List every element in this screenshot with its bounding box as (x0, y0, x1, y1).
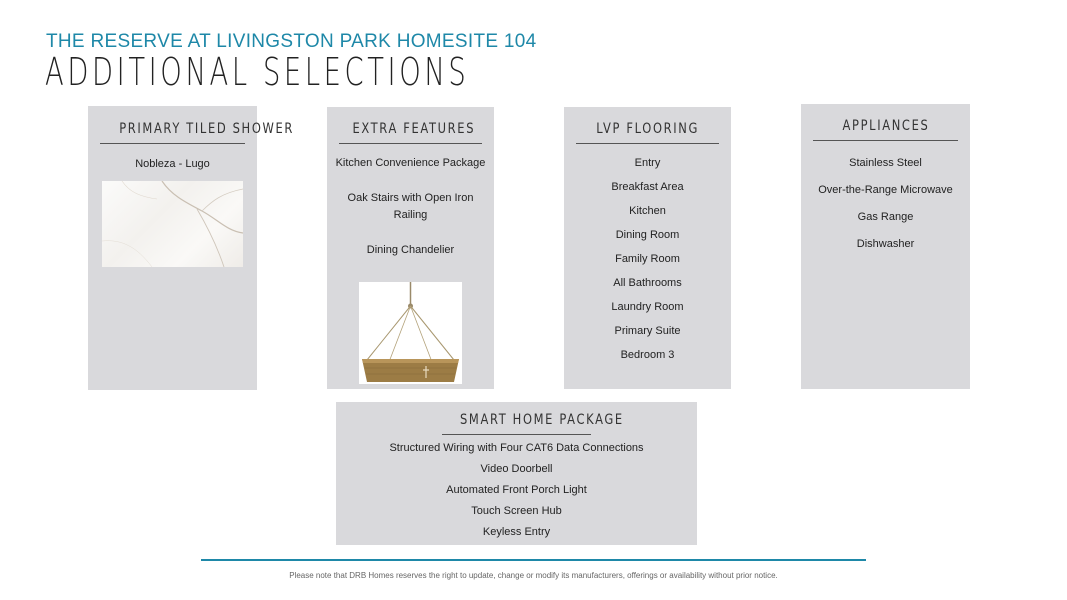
list-item: Dishwasher (856, 238, 915, 250)
list-item: Kitchen (629, 205, 666, 217)
list-item: Family Room (615, 253, 680, 265)
list-item: Entry (634, 157, 661, 169)
marble-tile-image (102, 181, 243, 267)
list-item: Oak Stairs with Open Iron Railing (347, 192, 474, 221)
list-item: Keyless Entry (482, 526, 551, 538)
list-item: Over-the-Range Microwave (818, 184, 953, 196)
card-items (344, 438, 689, 543)
card-items (96, 156, 249, 173)
chandelier-image (359, 282, 462, 384)
card-extra-features (327, 107, 494, 389)
page-title: ADDITIONAL SELECTIONS (45, 50, 470, 94)
card-heading: EXTRA FEATURES (339, 121, 482, 144)
list-item: Breakfast Area (611, 181, 684, 193)
card-items (809, 150, 962, 258)
disclaimer-note: Please note that DRB Homes reserves the right to update, change or modify its manufacturers, offerings or availability without prior notice. (289, 571, 778, 580)
card-primary-tiled-shower (88, 106, 295, 390)
list-item: Dining Chandelier (366, 244, 455, 256)
list-item: Laundry Room (611, 301, 684, 313)
card-items (335, 155, 486, 259)
list-item: Nobleza - Lugo (135, 158, 210, 170)
list-item: Stainless Steel (849, 157, 922, 169)
page-subtitle: THE RESERVE AT LIVINGSTON PARK HOMESITE 104 (46, 31, 537, 52)
card-heading: LVP FLOORING (576, 121, 719, 144)
card-heading: APPLIANCES (813, 118, 958, 141)
card-appliances (801, 104, 970, 389)
list-item: Dining Room (615, 229, 680, 241)
list-item: Bedroom 3 (620, 349, 675, 361)
card-heading: PRIMARY TILED SHOWER (100, 121, 245, 144)
card-lvp-flooring (564, 107, 731, 389)
list-item: Structured Wiring with Four CAT6 Data Connections (389, 442, 644, 454)
list-item: Automated Front Porch Light (446, 484, 587, 496)
list-item: Gas Range (857, 211, 914, 223)
card-heading: SMART HOME PACKAGE (442, 412, 591, 435)
card-items (572, 151, 723, 367)
footer-divider (201, 559, 866, 561)
list-item: Primary Suite (614, 325, 681, 337)
list-item: Kitchen Convenience Package (335, 157, 486, 169)
list-item: All Bathrooms (613, 277, 682, 289)
list-item: Touch Screen Hub (471, 505, 562, 517)
list-item: Video Doorbell (480, 463, 553, 475)
card-smart-home-package (336, 402, 697, 545)
